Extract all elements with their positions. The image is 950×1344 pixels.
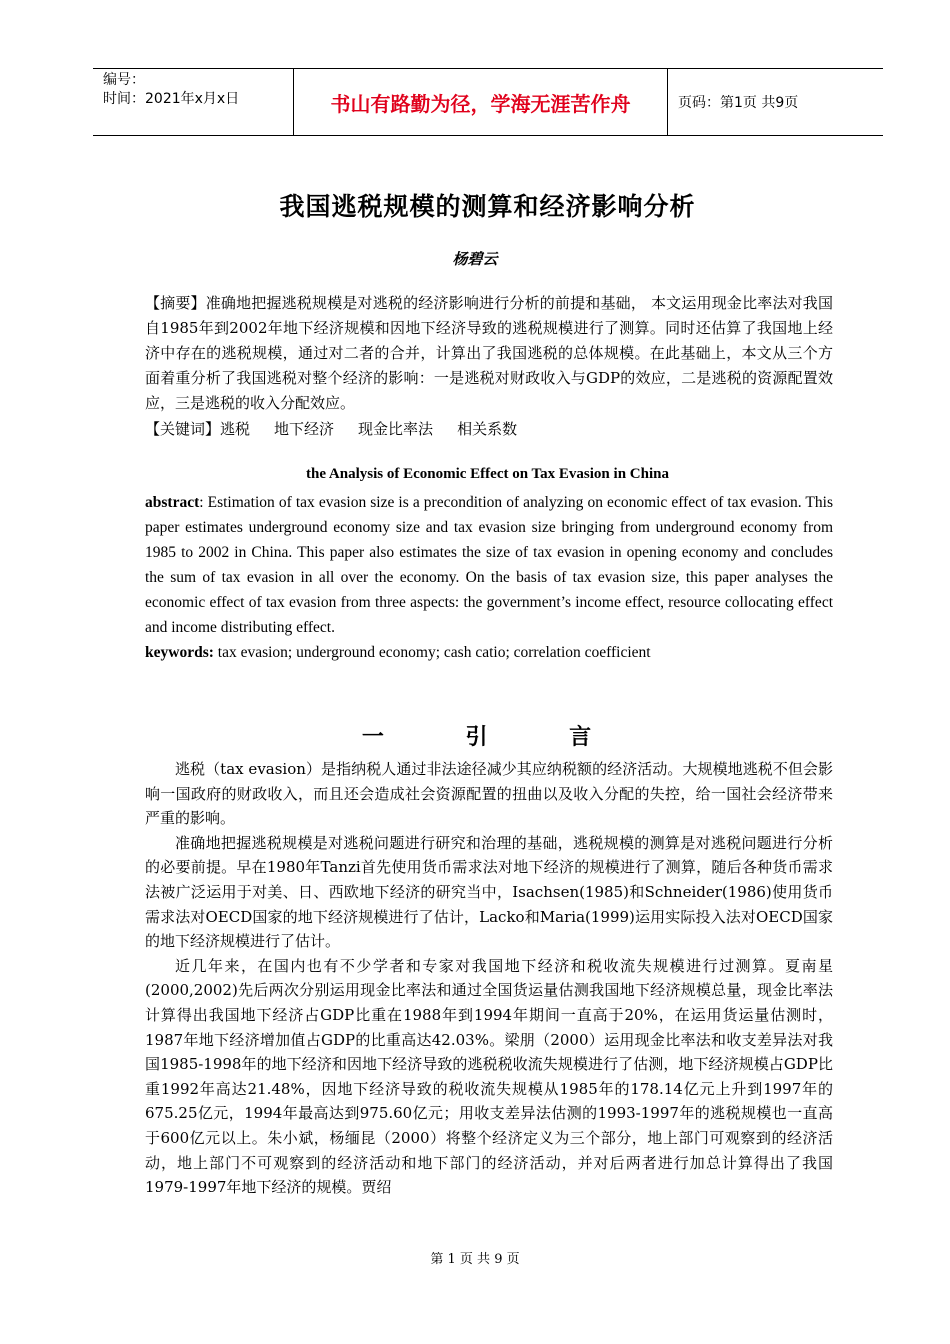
header-page-label: 页码：第1页 共9页 (678, 95, 799, 111)
english-abstract-label: abstract (145, 494, 200, 511)
header-meta-cell (93, 69, 294, 135)
english-abstract-text: : Estimation of tax evasion size is a precondition of analyzing on economic effect of tax evasion. This paper estimates underground economy size and tax evasion size bringing from underground economy from 1985 to 2002 in China. This paper also estimates the size of tax evasion in opening economy and concludes the sum of tax evasion in all over the economy. On the basis of tax evasion size, this paper analyses the economic effect of tax evasion from three aspects: the government’s income effect, resource collocating effect and income distributing effect. (145, 494, 833, 636)
header-table (93, 68, 883, 136)
abstract-cn: 【摘要】准确地把握逃税规模是对逃税的经济影响进行分析的前提和基础， 本文运用现金比率法对我国自1985年到2002年地下经济规模和因地下经济导致的逃税规模进行了测算。同时还估算了我国地上经济中存在的逃税规模，通过对二者的合并，计算出了我国逃税的总体规模。在此基础上，本文从三个方面着重分析了我国逃税对整个经济的影响：一是逃税对财政收入与GDP的效应，二是逃税的资源配置效应，三是逃税的收入分配效应。 (145, 294, 833, 412)
english-keywords-text: tax evasion; underground economy; cash catio; correlation coefficient (213, 644, 651, 661)
keywords-label: 【关键词】 (145, 420, 221, 438)
keyword-item: 相关系数 (457, 420, 518, 438)
body-paragraph: 近几年来，在国内也有不少学者和专家对我国地下经济和税收流失规模进行过测算。夏南星(2000,2002)先后两次分别运用现金比率法和通过全国货运量估测我国地下经济规模总量，现金比率法计算得出我国地下经济占GDP比重在1988年到1994年期间一直高于20%，在运用货运量估测时，1987年地下经济增加值占GDP的比重高达42.03%。梁朋（2000）运用现金比率法和收支差异法对我国1985-1998年的地下经济和因地下经济导致的逃税税收流失规模进行了估测，地下经济规模占GDP比重1992年高达21.48%，因地下经济导致的税收流失规模从1985年的178.14亿元上升到1997年的675.25亿元，1994年最高达到975.60亿元；用收支差异法估测的1993-1997年的逃税规模也一直高于600亿元以上。朱小斌，杨缅昆（2000）将整个经济定义为三个部分，地上部门可观察到的经济活动，地上部门不可观察到的经济活动和地下部门的经济活动，并对后两者进行加总计算得出了我国1979-1997年地下经济的规模。贾绍 (145, 956, 833, 1197)
keyword-item: 逃税 (220, 420, 251, 438)
keyword-item: 现金比率法 (358, 420, 434, 438)
body-text (145, 757, 833, 1200)
number-label: 编号： (103, 72, 145, 88)
english-keywords-label: keywords: (145, 644, 214, 661)
header-motto: 书山有路勤为径，学海无涯苦作舟 (294, 69, 668, 135)
body-paragraph: 准确地把握逃税规模是对逃税问题进行研究和治理的基础，逃税规模的测算是对逃税问题进行分析的必要前提。早在1980年Tanzi首先使用货币需求法对地下经济的规模进行了测算，随后各种货币需求法被广泛运用于对美、日、西欧地下经济的研究当中，Isachsen(1985)和Schneider(1986)使用货币需求法对OECD国家的地下经济规模进行了估计，Lacko和Maria(1999)运用实际投入法对OECD国家的地下经济规模进行了估计。 (145, 833, 833, 951)
document-title: 我国逃税规模的测算和经济影响分析 (279, 192, 696, 221)
body-paragraph: 逃税（tax evasion）是指纳税人通过非法途径减少其应纳税额的经济活动。大规模地逃税不但会影响一国政府的财政收入，而且还会造成社会资源配置的扭曲以及收入分配的失控，给一国社会经济带来严重的影响。 (145, 760, 833, 828)
keywords-cn (145, 417, 833, 442)
english-abstract (145, 490, 833, 640)
english-title: the Analysis of Economic Effect on Tax Evasion in China (306, 466, 669, 482)
section-title: 一 引 言 (361, 724, 614, 750)
keyword-item: 地下经济 (274, 420, 335, 438)
page-footer: 第 1 页 共 9 页 (430, 1252, 520, 1267)
time-label: 时间：2021年x月x日 (103, 91, 240, 107)
author-name: 杨碧云 (452, 250, 498, 268)
english-keywords (145, 640, 833, 665)
